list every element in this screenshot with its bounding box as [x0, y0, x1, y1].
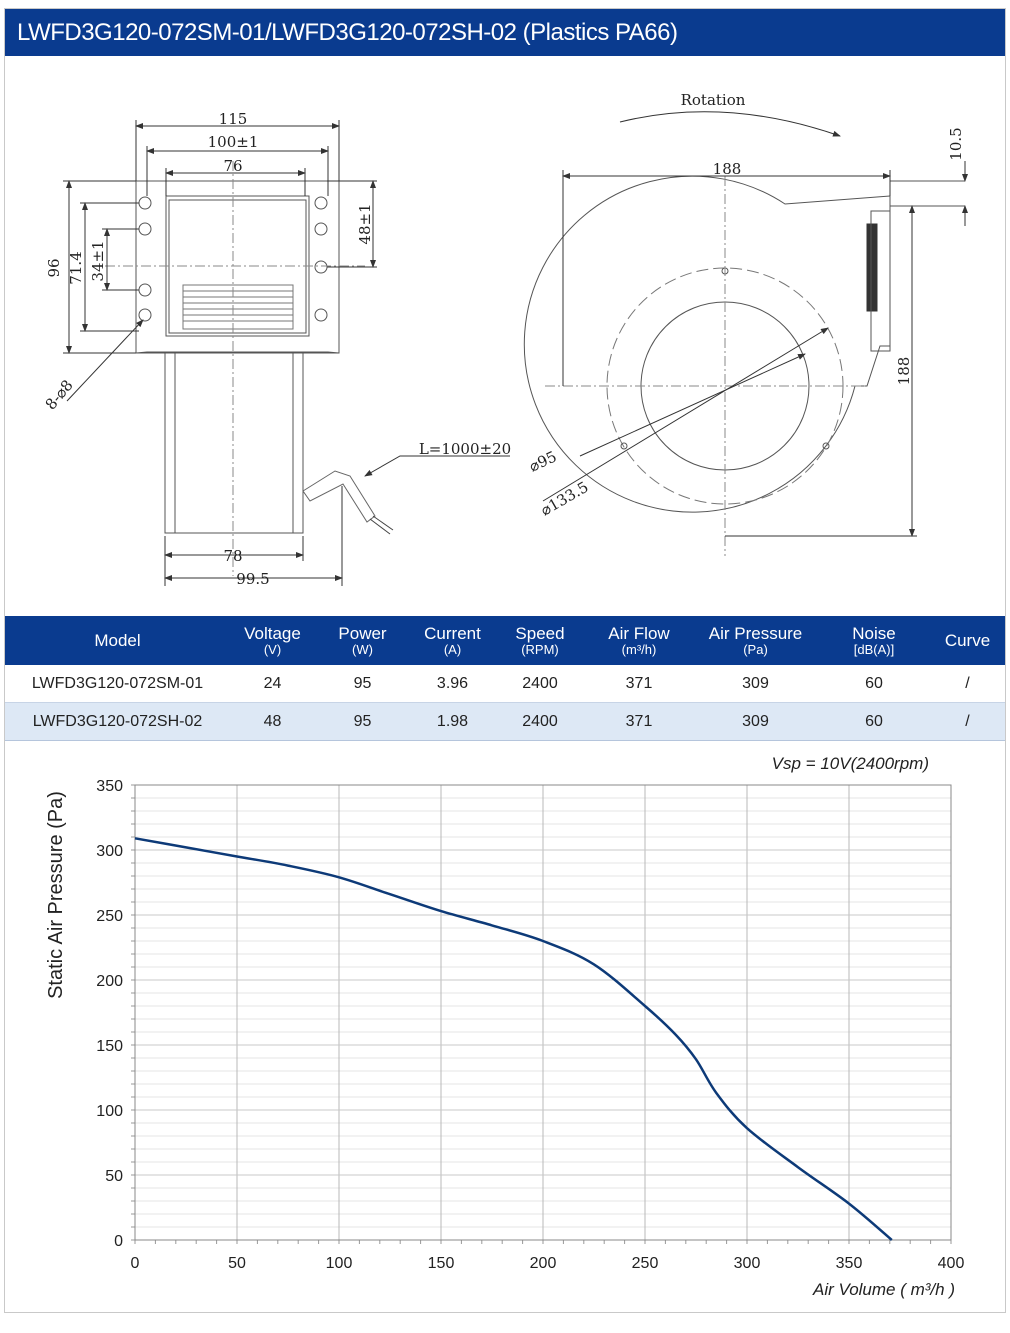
x-tick-label: 350 — [835, 1255, 863, 1272]
dim-76: 76 — [223, 157, 243, 175]
y-tick-label: 100 — [96, 1103, 123, 1120]
header-current: Current (A) — [410, 616, 495, 665]
hole — [315, 261, 327, 273]
dim-71-4: 71.4 — [67, 251, 85, 285]
pressure-curve — [135, 838, 892, 1240]
title-bar — [5, 9, 1005, 56]
cell-current: 1.98 — [410, 703, 495, 741]
hole — [139, 309, 151, 321]
header-speed: Speed (RPM) — [495, 616, 585, 665]
dia-133-5: ⌀133.5 — [537, 477, 592, 520]
x-tick-labels — [131, 1255, 965, 1272]
y-tick-label: 200 — [96, 973, 123, 990]
x-tick-label: 400 — [937, 1255, 965, 1272]
front-view — [105, 161, 393, 576]
table-row — [5, 703, 1005, 741]
hole — [139, 284, 151, 296]
x-tick-label: 50 — [228, 1255, 246, 1272]
cell-air-pressure: 309 — [693, 703, 818, 741]
header-power: Power (W) — [315, 616, 410, 665]
x-tick-label: 200 — [529, 1255, 557, 1272]
cell-curve: / — [930, 703, 1005, 741]
cell-noise: 60 — [818, 665, 930, 703]
cell-power: 95 — [315, 665, 410, 703]
y-tick-labels — [96, 778, 123, 1250]
rotation-arrow — [620, 112, 840, 136]
hole — [315, 223, 327, 235]
cell-speed: 2400 — [495, 665, 585, 703]
technical-drawing — [5, 56, 1005, 616]
side-dimension-labels — [526, 91, 965, 519]
page-title: LWFD3G120-072SM-01/LWFD3G120-072SH-02 (Plastics PA66) — [17, 19, 678, 46]
side-dimensions — [543, 112, 965, 536]
y-tick-label: 250 — [96, 908, 123, 925]
hole — [315, 197, 327, 209]
holes-label: 8-⌀8 — [41, 376, 77, 414]
dim-99-5: 99.5 — [236, 570, 270, 588]
x-tick-label: 150 — [427, 1255, 455, 1272]
dim-100: 100±1 — [207, 133, 259, 151]
y-tick-label: 350 — [96, 778, 123, 795]
header-voltage: Voltage (V) — [230, 616, 315, 665]
cable-length: L=1000±20 — [418, 440, 512, 458]
x-tick-label: 0 — [130, 1255, 140, 1272]
dim-78: 78 — [223, 547, 243, 565]
cell-curve: / — [930, 665, 1005, 703]
cell-speed: 2400 — [495, 703, 585, 741]
dim-188-right: 188 — [895, 356, 913, 386]
cell-model: LWFD3G120-072SM-01 — [5, 665, 230, 703]
header-air-flow: Air Flow (m³/h) — [585, 616, 693, 665]
y-tick-label: 150 — [96, 1038, 123, 1055]
header-noise: Noise [dB(A)] — [818, 616, 930, 665]
header-model: Model — [5, 616, 230, 665]
header-curve: Curve — [930, 616, 1005, 665]
cell-voltage: 48 — [230, 703, 315, 741]
hole — [139, 223, 151, 235]
front-dimension-labels — [42, 110, 512, 588]
x-axis-label: Air Volume ( m³/h ) — [812, 1280, 955, 1299]
table-header-row — [5, 616, 1005, 665]
performance-chart — [5, 740, 1005, 1310]
cell-air-pressure: 309 — [693, 665, 818, 703]
spec-table — [5, 616, 1005, 741]
motor-body — [165, 353, 303, 533]
cell-current: 3.96 — [410, 665, 495, 703]
dim-96: 96 — [45, 258, 63, 278]
y-axis-label: Static Air Pressure (Pa) — [45, 791, 67, 999]
x-tick-label: 300 — [733, 1255, 761, 1272]
chart-grid — [135, 785, 951, 1240]
cell-air-flow: 371 — [585, 665, 693, 703]
cell-power: 95 — [315, 703, 410, 741]
cell-model: LWFD3G120-072SH-02 — [5, 703, 230, 741]
y-tick-label: 0 — [114, 1233, 123, 1250]
cell-noise: 60 — [818, 703, 930, 741]
hole — [315, 309, 327, 321]
cell-voltage: 24 — [230, 665, 315, 703]
dia-95: ⌀95 — [526, 447, 560, 476]
cell-air-flow: 371 — [585, 703, 693, 741]
y-tick-label: 50 — [105, 1168, 123, 1185]
y-tick-label: 300 — [96, 843, 123, 860]
dim-188-top: 188 — [712, 160, 742, 178]
x-tick-label: 250 — [631, 1255, 659, 1272]
table-row — [5, 665, 1005, 703]
rotation-label: Rotation — [680, 91, 746, 109]
vsp-annotation: Vsp = 10V(2400rpm) — [771, 754, 929, 773]
x-tick-label: 100 — [325, 1255, 353, 1272]
dim-48: 48±1 — [356, 203, 374, 245]
header-air-pressure: Air Pressure (Pa) — [693, 616, 818, 665]
dim-34: 34±1 — [89, 240, 107, 282]
dim-115: 115 — [218, 110, 248, 128]
dim-10-5: 10.5 — [947, 127, 965, 161]
hole — [139, 197, 151, 209]
